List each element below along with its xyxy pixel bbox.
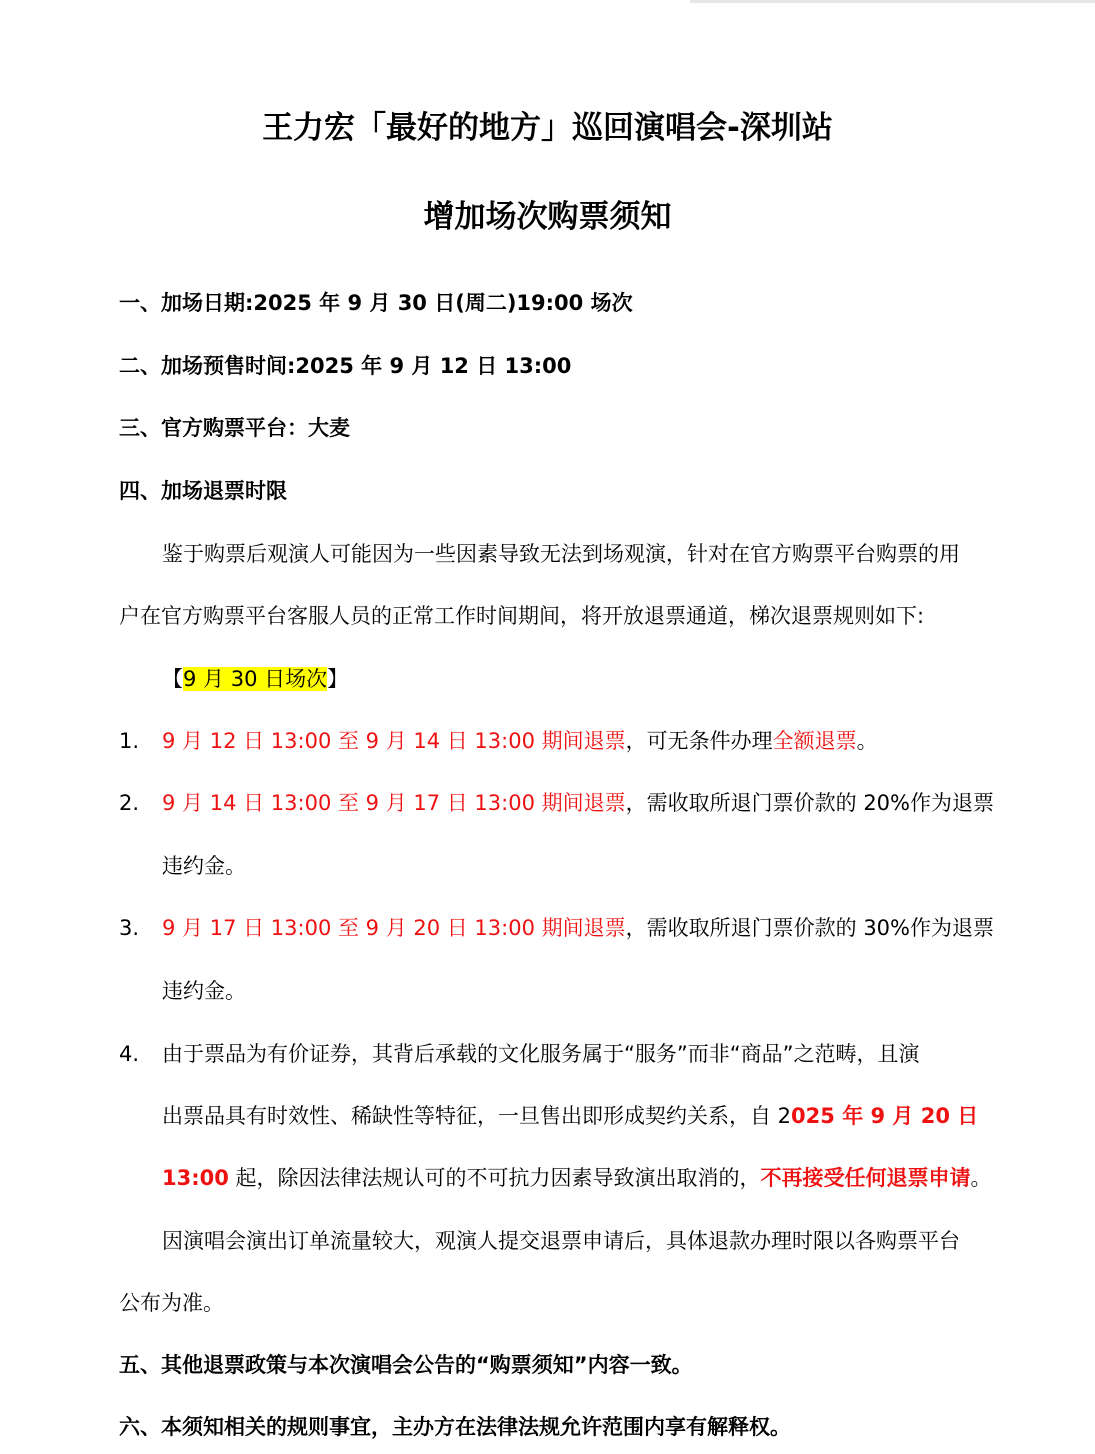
section-2-presale: 二、加场预售时间:2025 年 9 月 12 日 13:00 xyxy=(119,354,572,378)
rule-1-text xyxy=(162,726,878,756)
session-tag xyxy=(162,664,348,694)
rule-4-line3-end: 。 xyxy=(970,1166,992,1190)
document-title: 王力宏「最好的地方」巡回演唱会-深圳站 xyxy=(262,110,833,146)
session-tag-open: 【 xyxy=(162,667,183,691)
rule-2-mid: ，需收取所退门票价款的 20%作为退票 xyxy=(625,791,994,815)
rule-2-number: 2. xyxy=(119,791,140,815)
section-4-refund-heading: 四、加场退票时限 xyxy=(119,479,287,503)
rule-1-end: 。 xyxy=(856,729,878,753)
top-edge-bar xyxy=(690,0,1095,3)
intro-paragraph-line1: 鉴于购票后观演人可能因为一些因素导致无法到场观演，针对在官方购票平台购票的用 xyxy=(162,542,960,566)
rule-4-line1: 由于票品为有价证券，其背后承载的文化服务属于“服务”而非“商品”之范畴，且演 xyxy=(162,1042,920,1066)
rule-2-period: 9 月 14 日 13:00 至 9 月 17 日 13:00 期间退票 xyxy=(162,791,626,815)
section-3-platform: 三、官方购票平台：大麦 xyxy=(119,416,350,440)
section-1-date: 一、加场日期:2025 年 9 月 30 日(周二)19:00 场次 xyxy=(119,291,633,315)
rule-4-no-refund: 不再接受任何退票申请 xyxy=(760,1166,971,1190)
rule-3-continuation: 违约金。 xyxy=(162,979,246,1003)
rule-3-mid: ，需收取所退门票价款的 30%作为退票 xyxy=(625,916,994,940)
section-5-other-policy: 五、其他退票政策与本次演唱会公告的“购票须知”内容一致。 xyxy=(119,1353,693,1377)
intro-paragraph-line2: 户在官方购票平台客服人员的正常工作时间期间，将开放退票通道，梯次退票规则如下: xyxy=(119,604,925,628)
rule-4-line3-mid: 起，除因法律法规认可的不可抗力因素导致演出取消的， xyxy=(228,1166,761,1190)
rule-1-full-refund: 全额退票 xyxy=(772,729,857,753)
rule-1-period: 9 月 12 日 13:00 至 9 月 14 日 13:00 期间退票 xyxy=(162,729,626,753)
rule-2-text xyxy=(162,788,994,818)
rule-4-deadline-time: 13:00 xyxy=(162,1166,229,1190)
rule-4-line2-pre: 出票品具有时效性、稀缺性等特征，一旦售出即形成契约关系，自 2 xyxy=(162,1104,792,1128)
rule-2-continuation: 违约金。 xyxy=(162,854,246,878)
rule-1-mid: ，可无条件办理 xyxy=(625,729,773,753)
rule-4-line2 xyxy=(162,1101,978,1131)
session-tag-close: 】 xyxy=(327,667,349,691)
rule-4-deadline-date: 025 年 9 月 20 日 xyxy=(791,1104,979,1128)
rule-4-number: 4. xyxy=(119,1042,140,1066)
rule-1-number: 1. xyxy=(119,729,140,753)
document-subtitle: 增加场次购票须知 xyxy=(423,199,672,235)
rule-3-period: 9 月 17 日 13:00 至 9 月 20 日 13:00 期间退票 xyxy=(162,916,626,940)
section-6-interpretation: 六、本须知相关的规则事宜，主办方在法律法规允许范围内享有解释权。 xyxy=(119,1415,791,1439)
rule-4-line3 xyxy=(162,1163,992,1193)
note-paragraph-line1: 因演唱会演出订单流量较大，观演人提交退票申请后，具体退款办理时限以各购票平台 xyxy=(162,1229,960,1253)
rule-3-text xyxy=(162,913,994,943)
session-tag-highlight: 9 月 30 日场次 xyxy=(183,667,328,691)
rule-3-number: 3. xyxy=(119,916,140,940)
note-paragraph-line2: 公布为准。 xyxy=(119,1291,224,1315)
